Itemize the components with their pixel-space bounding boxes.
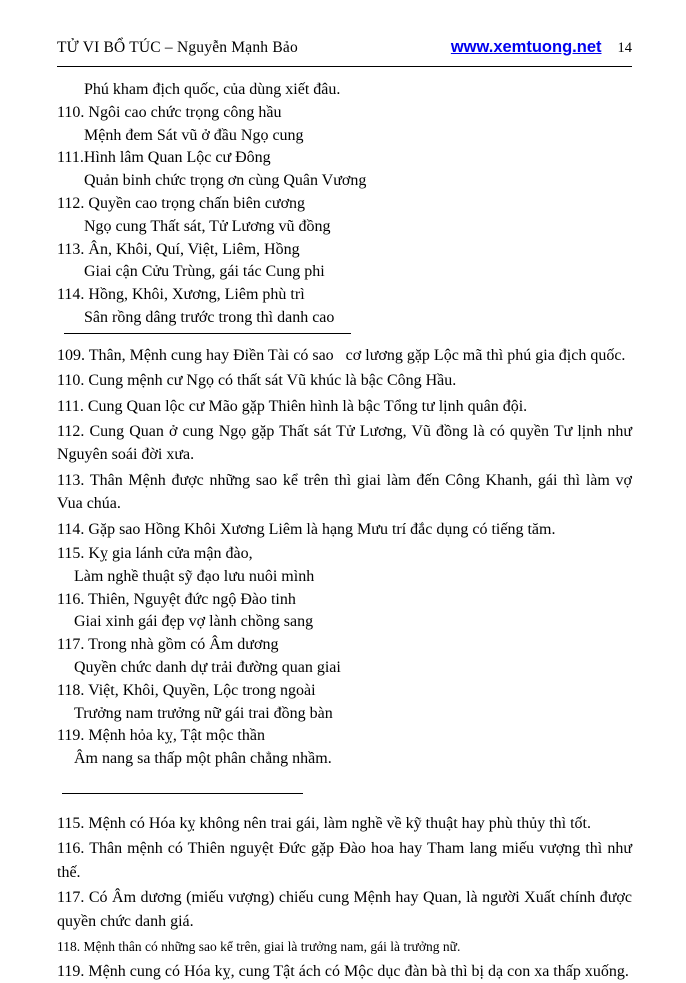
note-paragraph: 111. Cung Quan lộc cư Mão gặp Thiên hình là bậc Tổng tư lịnh quân đội. <box>57 397 528 415</box>
verse-line: Giai xinh gái đẹp vợ lành chồng sang <box>74 613 314 631</box>
verse-line: 116. Thiên, Nguyệt đức ngộ Đào tinh <box>57 590 296 608</box>
verse-line: 111.Hình lâm Quan Lộc cư Đông <box>57 149 271 167</box>
verse-line: Mệnh đem Sát vũ ở đầu Ngọ cung <box>84 126 304 144</box>
verse-section-top <box>57 79 632 330</box>
verse-line: 119. Mệnh hỏa kỵ, Tật mộc thần <box>57 727 265 745</box>
note-paragraph: 118. Mệnh thân có những sao kể trên, giai là trưởng nam, gái là trưởng nữ. <box>57 939 461 955</box>
verse-line: Phú kham địch quốc, của dùng xiết đâu. <box>84 81 341 98</box>
verse-line: 117. Trong nhà gồm có Âm dương <box>57 636 279 654</box>
note-paragraph: 112. Cung Quan ở cung Ngọ gặp Thất sát Tử Lương, Vũ đồng là có quyền Tư lịnh như Nguyên soái đời xưa. <box>57 422 632 464</box>
verse-line: Làm nghề thuật sỹ đạo lưu nuôi mình <box>74 567 315 585</box>
note-paragraph: 117. Có Âm dương (miếu vượng) chiếu cung Mệnh hay Quan, là người Xuất chính được quyền chức danh giá. <box>57 889 632 930</box>
verse-line: 112. Quyền cao trọng chấn biên cương <box>57 194 306 212</box>
header-rule <box>57 66 632 67</box>
header-right <box>451 38 632 57</box>
note-paragraph: 115. Mệnh có Hóa kỵ không nên trai gái, làm nghề về kỹ thuật hay phù thủy thì tốt. <box>57 814 591 832</box>
note-paragraph: 109. Thân, Mệnh cung hay Điền Tài có sao cơ lương gặp Lộc mã thì phú gia địch quốc. <box>57 346 626 364</box>
verse-line: Trưởng nam trưởng nữ gái trai đồng bàn <box>74 704 333 722</box>
section-divider-2 <box>62 793 303 794</box>
note-paragraph: 119. Mệnh cung có Hóa kỵ, cung Tật ách có Mộc dục đàn bà thì bị dạ con xa thấp xuống. <box>57 963 629 981</box>
verse-line: 110. Ngôi cao chức trọng công hầu <box>57 103 282 121</box>
verse-line: 118. Việt, Khôi, Quyền, Lộc trong ngoài <box>57 681 316 699</box>
page-number: 14 <box>617 40 632 56</box>
verse-line: 113. Ân, Khôi, Quí, Việt, Liêm, Hồng <box>57 240 300 258</box>
verse-line: 115. Kỵ gia lánh cửa mận đào, <box>57 545 253 563</box>
page-header <box>57 38 632 57</box>
verse-line: Giai cận Cửu Trùng, gái tác Cung phi <box>84 263 325 281</box>
note-paragraph: 113. Thân Mệnh được những sao kể trên thì giai làm đến Công Khanh, gái thì làm vợ Vua chúa. <box>57 471 632 513</box>
verse-line: Quyền chức danh dự trải đường quan giai <box>74 659 341 676</box>
section-divider-1 <box>64 333 351 334</box>
note-paragraph: 116. Thân mệnh có Thiên nguyệt Đức gặp Đào hoa hay Tham lang miếu vượng thì như thế. <box>57 840 632 881</box>
note-paragraph: 110. Cung mệnh cư Ngọ có thất sát Vũ khúc là bậc Công Hầu. <box>57 372 457 390</box>
verse-line: Âm nang sa thấp một phân chẳng nhầm. <box>74 750 332 768</box>
notes-section-middle <box>57 344 632 541</box>
notes-section-bottom <box>57 812 632 983</box>
note-paragraph: 114. Gặp sao Hồng Khôi Xương Liêm là hạng Mưu trí đắc dụng có tiếng tăm. <box>57 520 556 538</box>
verse-section-middle <box>57 543 632 771</box>
verse-line: Ngọ cung Thất sát, Tử Lương vũ đồng <box>84 217 331 235</box>
verse-line: 114. Hồng, Khôi, Xương, Liêm phù trì <box>57 286 305 304</box>
header-title: TỬ VI BỔ TÚC – Nguyễn Mạnh Bảo <box>57 39 298 56</box>
verse-line: Quản binh chức trọng ơn cùng Quân Vương <box>84 172 367 190</box>
verse-line: Sân rồng dâng trước trong thì danh cao <box>84 308 335 326</box>
header-url-link[interactable]: www.xemtuong.net <box>450 38 602 56</box>
